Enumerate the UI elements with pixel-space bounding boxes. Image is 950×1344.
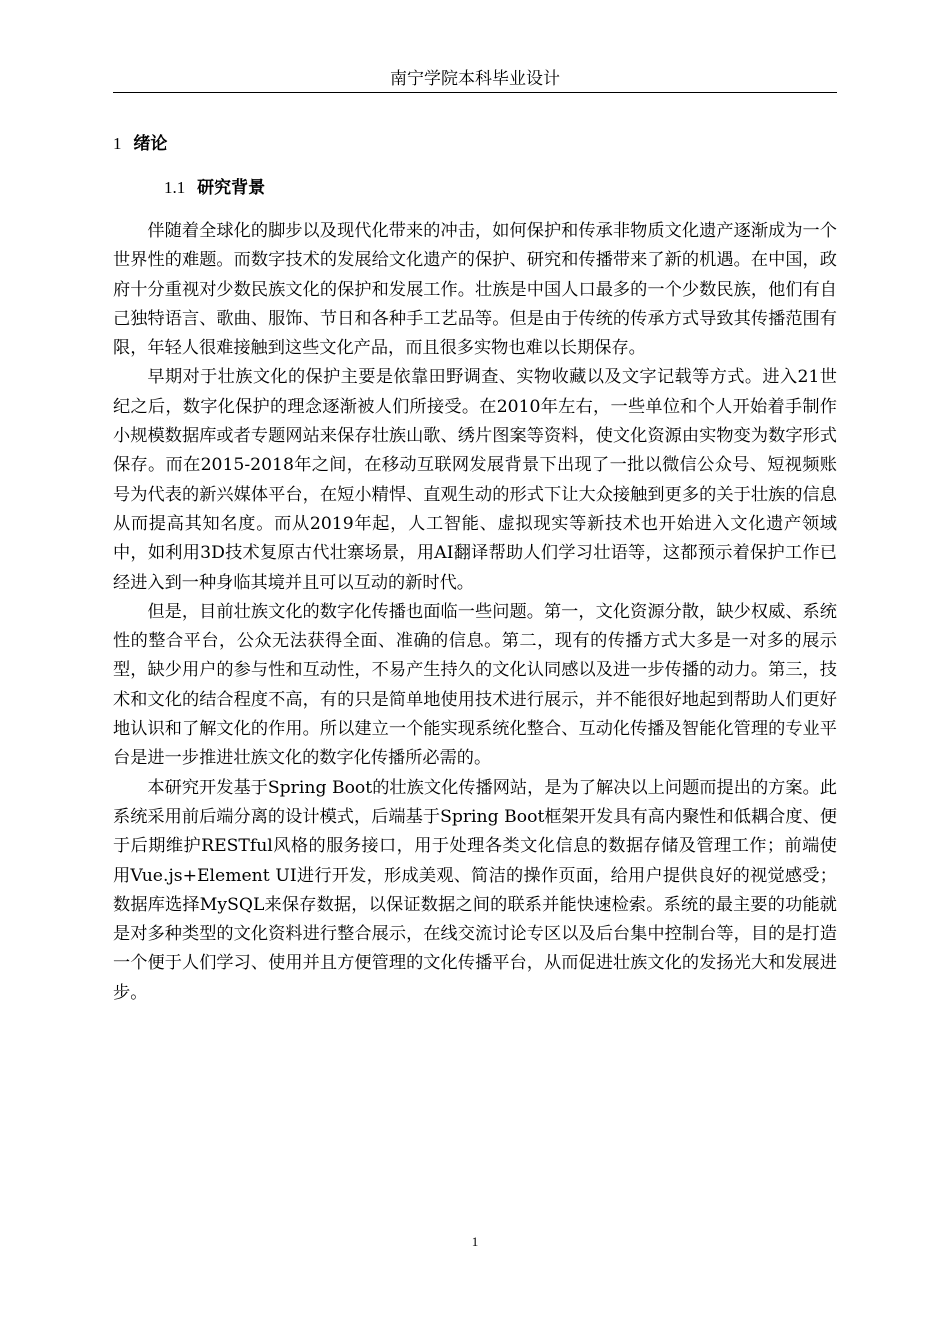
body-text bbox=[113, 217, 837, 1008]
section-heading bbox=[164, 175, 265, 201]
page-header bbox=[113, 66, 837, 93]
chapter-number: 1 bbox=[113, 134, 122, 153]
page-number: 1 bbox=[471, 1234, 479, 1249]
paragraph-2: 早期对于壮族文化的保护主要是依靠田野调查、实物收藏以及文字记载等方式。进入21世纪之后，数字化保护的理念逐渐被人们所接受。在2010年左右，一些单位和个人开始着手制作小规模数据库或者专题网站来保存壮族山歌、绣片图案等资料，使文化资源由实物变为数字形式保存。而在2015-2018年之间，在移动互联网发展背景下出现了一批以微信公众号、短视频账号为代表的新兴媒体平台，在短小精悍、直观生动的形式下让大众接触到更多的关于壮族的信息从而提高其知名度。而从2019年起，人工智能、虚拟现实等新技术也开始进入文化遗产领域中，如利用3D技术复原古代壮寨场景，用AI翻译帮助人们学习壮语等，这都预示着保护工作已经进入到一种身临其境并且可以互动的新时代。 bbox=[113, 367, 837, 593]
paragraph-1: 伴随着全球化的脚步以及现代化带来的冲击，如何保护和传承非物质文化遗产逐渐成为一个世界性的难题。而数字技术的发展给文化遗产的保护、研究和传播带来了新的机遇。在中国，政府十分重视对少数民族文化的保护和发展工作。壮族是中国人口最多的一个少数民族，他们有自己独特语言、歌曲、服饰、节日和各种手工艺品等。但是由于传统的传承方式导致其传播范围有限，年轻人很难接触到这些文化产品，而且很多实物也难以长期保存。 bbox=[113, 221, 837, 359]
paragraph-4: 本研究开发基于Spring Boot的壮族文化传播网站，是为了解决以上问题而提出的方案。此系统采用前后端分离的设计模式，后端基于Spring Boot框架开发具有高内聚性和低耦合度、便于后期维护RESTful风格的服务接口，用于处理各类文化信息的数据存储及管理工作；前端使用Vue.js+Element UI进行开发，形成美观、简洁的操作页面，给用户提供良好的视觉感受；数据库选择MySQL来保存数据，以保证数据之间的联系并能快速检索。系统的最主要的功能就是对多种类型的文化资料进行整合展示，在线交流讨论专区以及后台集中控制台等，目的是打造一个便于人们学习、使用并且方便管理的文化传播平台，从而促进壮族文化的发扬光大和发展进步。 bbox=[113, 777, 837, 1003]
chapter-title: 绪论 bbox=[133, 134, 168, 154]
paragraph-3: 但是，目前壮族文化的数字化传播也面临一些问题。第一，文化资源分散，缺少权威、系统性的整合平台，公众无法获得全面、准确的信息。第二，现有的传播方式大多是一对多的展示型，缺少用户的参与性和互动性，不易产生持久的文化认同感以及进一步传播的动力。第三，技术和文化的结合程度不高，有的只是简单地使用技术进行展示，并不能很好地起到帮助人们更好地认识和了解文化的作用。所以建立一个能实现系统化整合、互动化传播及智能化管理的专业平台是进一步推进壮族文化的数字化传播所必需的。 bbox=[113, 601, 837, 769]
chapter-heading bbox=[113, 131, 167, 157]
section-title: 研究背景 bbox=[197, 178, 266, 198]
header-title: 南宁学院本科毕业设计 bbox=[390, 69, 560, 89]
section-number: 1.1 bbox=[164, 178, 186, 197]
